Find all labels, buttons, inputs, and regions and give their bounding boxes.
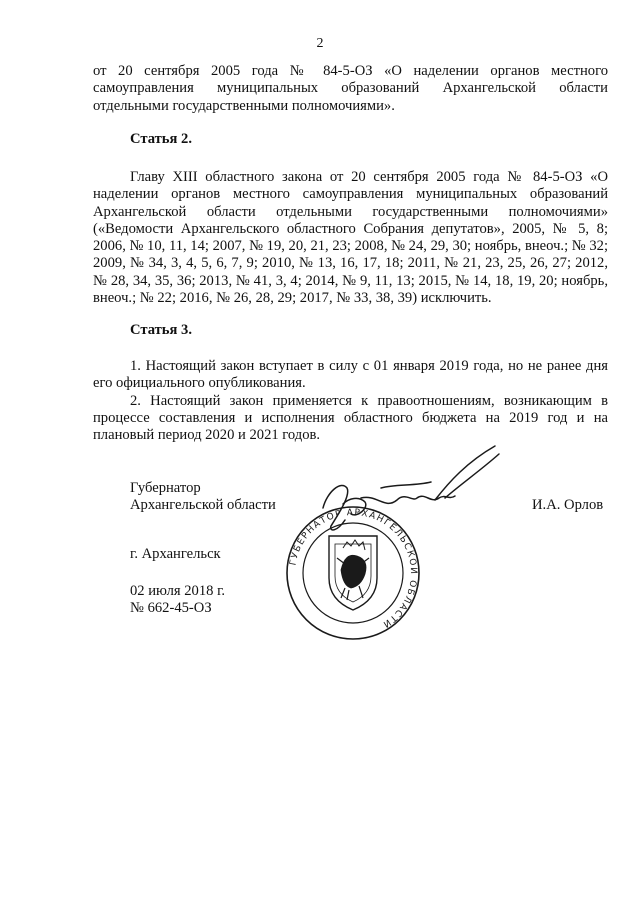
article-2-body [93, 169, 608, 307]
article-2-paragraph: Главу XIII областного закона от 20 сентября 2005 года № 84-5-ОЗ «О наделении органов местного самоуправления муниципальных образований Архангельской области отдельными государственными полномочиями» («Ведомости Архангельского областного Собрания депутатов», 2005, № 5, 8; 2006, № 10, 11, 14; 2007, № 19, 20, 21, 23; 2008, № 24, 29, 30; ноябрь, внеоч.; № 32; 2009, № 34, 3, 4, 5, 6, 7, 9; 2010, № 13, 16, 17, 18; 2011, № 21, 23, 25, 26, 27; 2012, № 28, 34, 35, 36; 2013, № 41, 3, 4; 2014, № 9, 11, 13; 2015, № 14, 18, 19, 20; ноябрь, внеоч.; № 22; 2016, № 26, 28, 29; 2017, № 33, 38, 39) исключить. [93, 169, 608, 307]
intro-paragraph: от 20 сентября 2005 года № 84-5-ОЗ «О наделении органов местного самоуправления муниципальных образований Архангельской области отдельными государственными полномочиями». [93, 63, 608, 114]
article-2-heading: Статья 2. [130, 131, 192, 147]
official-seal [287, 507, 420, 639]
signatory-title-line-2: Архангельской области [130, 497, 276, 513]
signature-and-seal [285, 440, 525, 650]
article-3-heading: Статья 3. [130, 322, 192, 338]
intro-text [93, 63, 608, 115]
seal-text: ГУБЕРНАТОР АРХАНГЕЛЬСКОЙ ОБЛАСТИ [288, 507, 419, 630]
page-number: 2 [316, 36, 324, 51]
law-number: № 662-45-ОЗ [130, 600, 212, 616]
date: 02 июля 2018 г. [130, 583, 226, 599]
city: г. Архангельск [130, 546, 221, 562]
coat-of-arms-emblem [329, 536, 377, 610]
article-3-item-2: 2. Настоящий закон применяется к правоотношениям, возникающим в процессе составления и исполнения областного бюджета на 2019 год и на плановый период 2020 и 2021 годов. [93, 392, 608, 444]
article-3-item-1: 1. Настоящий закон вступает в силу с 01 января 2019 года, но не ранее дня его официального опубликования. [93, 358, 608, 392]
signatory-name: И.А. Орлов [532, 497, 604, 513]
article-3-body [93, 358, 608, 444]
signatory-title-line-1: Губернатор [130, 480, 201, 496]
